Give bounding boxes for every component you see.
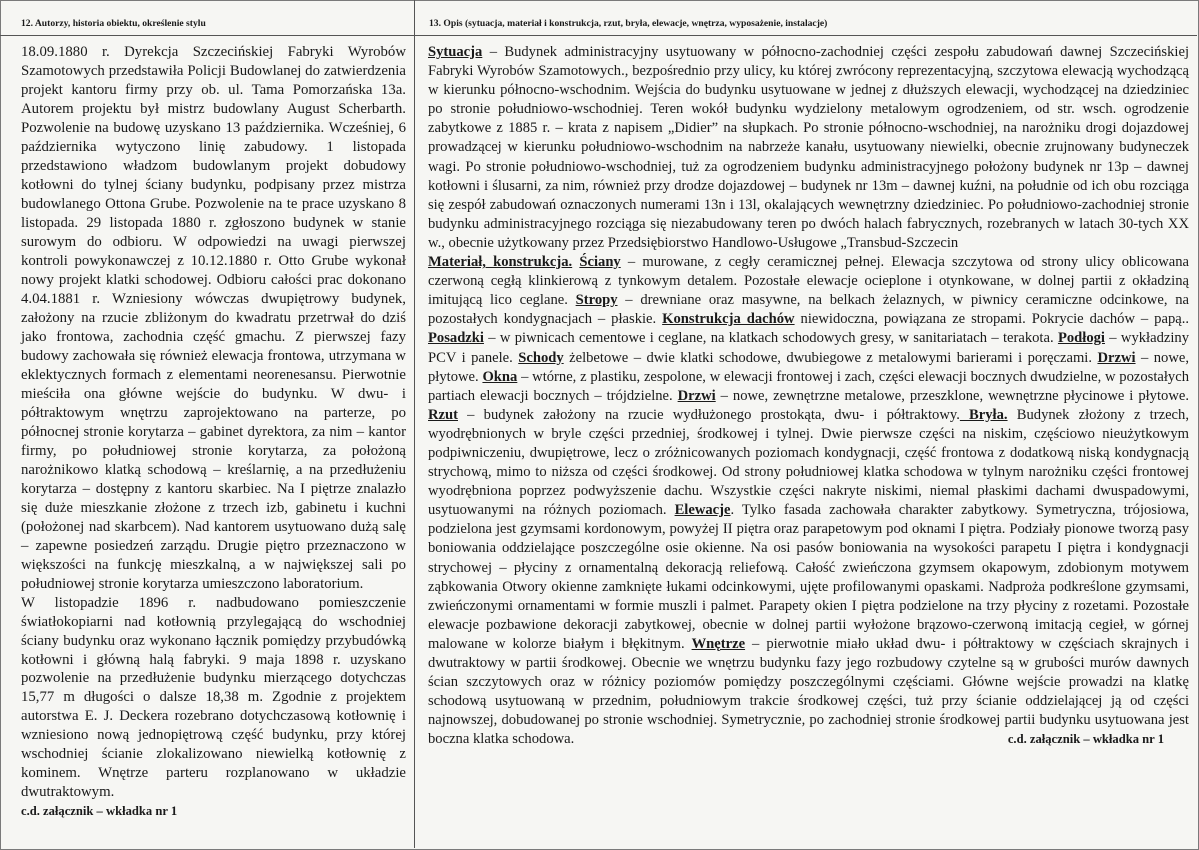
heading-bryla: Bryła. bbox=[959, 406, 1008, 423]
heading-podlogi: Podłogi bbox=[1057, 330, 1105, 347]
heading-wnetrze: Wnętrze bbox=[691, 635, 746, 652]
section-13-header: 13. Opis (sytuacja, materiał i konstrukcja, rzut, bryła, elewacje, wnętrza, wyposażenie, instalacje) bbox=[415, 0, 1197, 36]
text-stropy: – drewniane oraz masywne, na belkach żelaznych, w piwnicy ceramiczne odcinkowe, na pozostałych kondygnacjach – płaskie. bbox=[428, 292, 1189, 328]
heading-elewacje: Elewacje bbox=[674, 502, 731, 519]
heading-drzwi-2: Drzwi bbox=[677, 387, 716, 404]
continuation-note-left: c.d. załącznik – wkładka nr 1 bbox=[21, 804, 178, 819]
column-divider bbox=[414, 0, 415, 848]
heading-okna: Okna bbox=[482, 368, 518, 385]
text-rzut: – budynek założony na rzucie wydłużonego prostokąta, dwu- i półtraktowy. bbox=[458, 406, 960, 423]
history-paragraph-2: W listopadzie 1896 r. nadbudowano pomieszczenie światłokopiarni nad kotłownią przylegającą do wschodniej ściany budynku oraz wykonano łącznik pomiędzy przybudówką kotłowni i główną halą fabryki. 9 maja 1898 r. uzyskano pozwolenie na przedłużenie budynku mierzącego dotychczas 15,77 m długości o dalsze 18,38 m. Zgodnie z projektem autorstwa E. J. Deckera rozebrano dotychczasową kotłownię i wzniesiono nową jednopiętrową część budynku, przy której wschodniej ścianie zlokalizowano niewielką kotłownię z kominem. Wnętrze parteru rozplanowano w układzie dwutraktowym. bbox=[21, 594, 406, 801]
section-12-header: 12. Autorzy, historia obiektu, określenie stylu bbox=[0, 0, 414, 36]
text-posadzki: – w piwnicach cementowe i ceglane, na klatkach schodowych gresy, w sanitariatach – terakota. bbox=[483, 330, 1058, 347]
heading-rzut: Rzut bbox=[428, 406, 458, 423]
description-column bbox=[428, 43, 1189, 749]
heading-konstrukcja: Konstrukcja dachów bbox=[662, 311, 795, 328]
text-bryla: Budynek złożony z trzech, wyodrębnionych w bryle części przedniej, środkowej i tylnej. Dwie pierwsze części na niskim, częściowo nieużytkowym podpiwniczeniu, dwupiętrowe, lecz o zróżnicowanych poziomach kondygnacji, część frontowa z dodatkową niską kondygnacją strychową, mimo to niższa od części środkowej. Od strony południowej klatka schodowa w tylnym narożniku części frontowej wyodrębniona poprzez podwyższenie dachu. Wszystkie części nakryte niskimi, niemal płaskimi dachami dwuspadowymi, usytuowanymi na różnych poziomach. bbox=[428, 406, 1189, 519]
text-konstrukcja: niewidoczna, powiązana ze stropami. Pokrycie dachów – papą.. bbox=[794, 311, 1190, 328]
text-drzwi-2: – nowe, zewnętrzne metalowe, przeszklone, wewnętrzne płycinowe i płytowe. bbox=[715, 387, 1189, 404]
text-wnetrze: – pierwotnie miało układ dwu- i półtraktowy w częściach skrajnych i dwutraktowy w partii środkowej. Obecnie we wnętrzu budynku fazy jego rozbudowy czytelne są w grubości murów dawnych ścian szczytowych oraz w różnicy poziomów pomiędzy poszczególnymi częściami. Główne wejście prowadzi na klatkę schodową usytuowaną w przednim, południowym trakcie środkowej części, tuż przy ścianie oddzielającej ją od części najnowszej, dobudowanej po stronie wschodniej. Symetrycznie, po zachodniej stronie środkowej partii budynku usytuowana jest boczna klatka schodowa. bbox=[428, 635, 1190, 748]
continuation-note-right: c.d. załącznik – wkładka nr 1 bbox=[1007, 732, 1164, 747]
text-okna: – wtórne, z plastiku, zespolone, w elewacji frontowej i zach, części elewacji bocznych dwudzielne, w pozostałych partiach elewacji bocznych – trójdzielne. bbox=[428, 368, 1189, 404]
text-sytuacja: – Budynek administracyjny usytuowany w północno-zachodniej części zespołu zabudowań dawnej Szczecińskiej Fabryki Wyrobów Szamotowych., bezpośrednio przy ulicy, ku której zwrócony reprezentacyjną, szczytowa elewacją wychodzącą w kierunku północno-wschodnim. Wejścia do budynku usytuowane w jednej z dłuższych elewacji, wychodzącej na dziedziniec po stronie południowo-wschodniej. Teren wokół budynku wydzielony metalowym ogrodzeniem, od str. wsch. ogrodzenie zabytkowe z 1885 r. – krata z napisem „Didier” na słupkach. Po stronie północno-wschodniej, na narożniku drogi dojazdowej prowadzącej w kierunku południowo-wschodnim na nabrzeże kanału, usytuowany niewielki, obecnie zrujnowany budyneczek wagi. Po stronie południowo-wschodniej, tuż za ogrodzeniem budynku administracyjnego położony budynek nr 13p – dawnej kotłowni i ślusarni, za nim, również przy drodze dojazdowej – budynek nr 13m – dawnej kuźni, na południe od ich obu rozciąga się zespół zabudowań oznaczonych numerami 13n i 13l, okalających wewnętrzny dziedziniec. Po południowo-zachodniej stronie budynku administracyjnego rozciąga się niezabudowany teren po dwóch halach fabrycznych, rozebranych w latach 30-tych XX w., obecnie użytkowany przez Przedsiębiorstwo Handlowo-Usługowe „Transbud-Szczecin bbox=[428, 44, 1189, 251]
heading-sytuacja: Sytuacja bbox=[428, 44, 483, 60]
heading-posadzki: Posadzki bbox=[428, 330, 484, 347]
text-sciany: – murowane, z cegły ceramicznej pełnej. Elewacja szczytowa od strony ulicy oblicowana czerwoną cegłą klinkierową z tynkowym detalem. Pozostałe elewacje ocieplone i otynkowane, w dolnej partii z okładziną imitującą lico ceglane. bbox=[428, 254, 1190, 309]
heading-sciany: Ściany bbox=[579, 254, 621, 271]
heading-stropy: Stropy bbox=[575, 292, 618, 309]
text-elewacje: . Tylko fasada zachowała charakter zabytkowy. Symetryczna, trójosiowa, podzielona jest gzymsami kordonowym, powyżej II piętra oraz parapetowym pod oknami I piętra. Podziały pionowe tworzą pasy boniowania oddzielające poszczególne osie okienne. Na osi pasów boniowania na wysokości parapetu I piętra i kondygnacji strychowej – płyciny z ornamentalną dekoracją reliefową. Całość zwieńczona gzymsem okapowym, zdobionym motywem ząbkowania Otwory okienne zamknięte łukami odcinkowymi, ujęte profilowanymi opaskami. Nadproża podkreślone gzymsami, zwieńczonymi ornamentami w formie muszli i palmet. Parapety okien I piętra podzielone na trzy płyciny z rozetami. Pozostałe elewacje pozbawione dekoracji zabytkowej, obecnie w dolnej partii wyłożone brązowo-czerwoną imitacją cegieł, w górnej malowane w kolorze białym i błękitnym. bbox=[428, 502, 1189, 652]
text-drzwi: – nowe, płytowe. bbox=[428, 349, 1189, 385]
history-column bbox=[21, 43, 406, 821]
heading-material: Materiał, konstrukcja. bbox=[428, 254, 573, 271]
text-podlogi: – wykładziny PCV i panele. bbox=[428, 330, 1189, 366]
text-schody: żelbetowe – dwie klatki schodowe, dwubiegowe z metalowymi barierami i poręczami. bbox=[563, 349, 1098, 366]
heading-drzwi: Drzwi bbox=[1097, 349, 1136, 366]
heading-schody: Schody bbox=[518, 349, 564, 366]
history-paragraph-1: 18.09.1880 r. Dyrekcja Szczecińskiej Fabryki Wyrobów Szamotowych przedstawiła Policji Budowlanej do zatwierdzenia projekt kantoru firmy przy ob. ul. Tama Pomorzańska 13a. Autorem projektu był mistrz budowlany August Scherbarth. Pozwolenie na budowę uzyskano 13 października. Wcześniej, 6 października wytyczono linię zabudowy. 1 listopada przedstawiono władzom budowlanym projekt dobudowy kotłowni do tylnej ściany budynku, podpisany przez mistrza budowlanego Ottona Grube. Pozwolenie na te prace uzyskano 8 listopada. 29 listopada 1880 r. zgłoszono budynek w stanie surowym do odbioru. W odpowiedzi na uwagi pierwszej kontroli powykonawczej z 10.12.1880 r. Otto Grube wykonał nowy projekt klatki schodowej. Odbioru całości prac dokonano 4.04.1881 r. Wzniesiony wówczas dwupiętrowy budynek, założony na rzucie zbliżonym do kwadratu przetrwał do dziś jako frontowa, zachodnia część gmachu. Z pierwszej fazy budowy zachowała się również elewacja frontowa, utrzymana w eklektycznych formach z elementami neorenesansu. Pierwotnie mieściła ona główne wejście do budynku. W dwu- i półtraktowym wnętrzu zaprojektowano na parterze, po północnej stronie korytarza – gabinet dyrektora, za nim – kantor firmy, po południowej stronie korytarza, za położoną narożnikowo klatką schodową – kreślarnię, a na przedłużeniu korytarza – dostępny z kantoru skarbiec. Na I piętrze znalazło się duże mieszkanie złożone z trzech izb, gabinetu i kuchni (położonej nad skarbcem). Nad kantorem usytuowano dużą salę – zapewne posiedzeń zarządu. Drugie piętro przeznaczono w większości na funkcję mieszkalną, a w największej sali po południowej stronie korytarza umieszczono laboratorium. bbox=[21, 44, 406, 592]
